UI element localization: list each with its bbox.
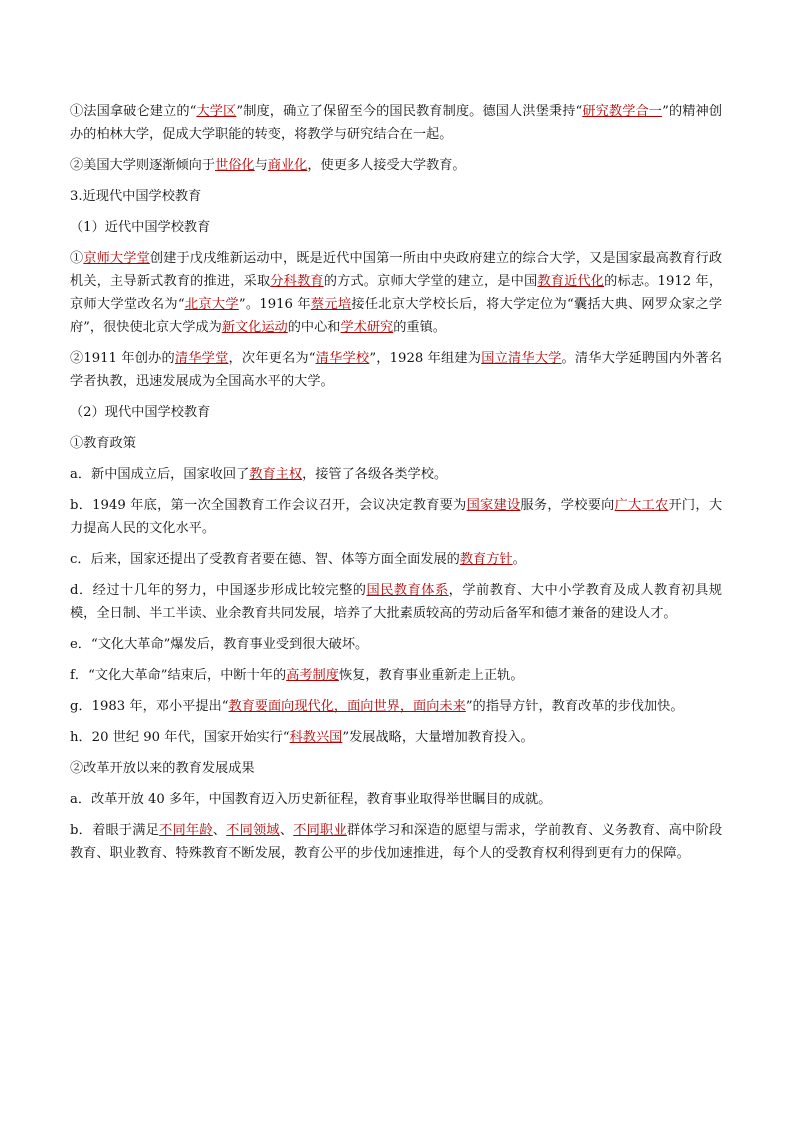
- text-run: a．新中国成立后，国家收回了: [70, 467, 250, 482]
- text-run: 的重镇。: [393, 320, 446, 335]
- keyword-highlight: 教育要面向现代化，面向世界，面向未来: [228, 699, 466, 714]
- text-run: ①: [70, 251, 84, 266]
- keyword-highlight: 世俗化: [215, 158, 255, 173]
- keyword-highlight: 广大工农: [614, 498, 669, 513]
- text-run: 与: [254, 158, 268, 173]
- text-run: ，接管了各级各类学校。: [302, 467, 448, 482]
- keyword-highlight: 国民教育体系: [366, 583, 449, 598]
- keyword-highlight: 高考制度: [286, 668, 339, 683]
- text-run: ①法国拿破仑建立的“: [70, 104, 197, 119]
- keyword-highlight: 不同职业: [293, 823, 347, 838]
- text-run: a．改革开放 40 多年，中国教育迈入历史新征程，教育事业取得举世瞩目的成就。: [70, 792, 552, 807]
- para-b: [70, 494, 722, 540]
- keyword-highlight: 国立清华大学: [481, 351, 562, 366]
- para-g: [70, 695, 722, 718]
- para-c: [70, 548, 722, 571]
- para-reform-a: [70, 788, 722, 811]
- text-run: d．经过十几年的努力，中国逐步形成比较完整的: [70, 583, 367, 598]
- para-d: [70, 579, 722, 625]
- text-run: ②改革开放以来的教育发展成果: [70, 761, 255, 776]
- keyword-highlight: 京师大学堂: [83, 251, 150, 266]
- document-page: [70, 100, 722, 873]
- para-usa: [70, 154, 722, 177]
- text-run: ②美国大学则逐渐倾向于: [70, 158, 216, 173]
- para-tsinghua: [70, 347, 722, 393]
- para-f: [70, 664, 722, 687]
- para-e: [70, 633, 722, 656]
- keyword-highlight: 商业化: [267, 158, 308, 173]
- text-run: ，使更多人接受大学教育。: [307, 158, 466, 173]
- heading-3: [70, 185, 722, 208]
- text-run: 的方式。京师大学堂的建立，是中国: [323, 274, 538, 289]
- text-run: e．“文化大革命”爆发后，教育事业受到很大破坏。: [70, 637, 369, 652]
- text-run: ”的精神创办的柏林大学，促成大学职能的转变，将教学与研究结合在一起。: [70, 104, 723, 142]
- keyword-highlight: 国家建设: [466, 498, 521, 513]
- text-run: ”。1916 年: [238, 297, 311, 312]
- keyword-highlight: 分科教育: [270, 274, 324, 289]
- heading-reform: [70, 757, 722, 780]
- para-jingshi: [70, 247, 722, 339]
- keyword-highlight: 学术研究: [340, 320, 394, 335]
- keyword-highlight: 大学区: [196, 104, 237, 119]
- text-run: ”的指导方针，教育改革的步伐加快。: [465, 699, 684, 714]
- keyword-highlight: 研究教学合一: [582, 104, 663, 119]
- text-run: （1）近代中国学校教育: [70, 220, 211, 235]
- text-run: h．20 世纪 90 年代，国家开始实行“: [70, 730, 290, 745]
- text-run: 3.近现代中国学校教育: [70, 189, 202, 204]
- text-run: 开门，大力提高人民的文化水平。: [70, 498, 723, 536]
- keyword-highlight: 科教兴国: [289, 730, 343, 745]
- text-run: b．着眼于满足: [70, 823, 160, 838]
- heading-3-1: [70, 216, 722, 239]
- text-run: c．后来，国家还提出了受教育者要在德、智、体等方面全面发展的: [70, 552, 460, 567]
- text-run: b．1949 年底，第一次全国教育工作会议召开，会议决定教育要为: [70, 498, 467, 513]
- text-run: （2）现代中国学校教育: [70, 405, 211, 420]
- text-run: g．1983 年，邓小平提出“: [70, 699, 229, 714]
- text-run: ①教育政策: [70, 436, 136, 451]
- para-a: [70, 463, 722, 486]
- para-reform-b: [70, 819, 722, 865]
- text-run: 的中心和: [287, 320, 341, 335]
- keyword-highlight: 新文化运动: [221, 320, 288, 335]
- keyword-highlight: 清华学堂: [174, 351, 229, 366]
- text-run: 。清华大学延聘国内外著名学者执教，迅速发展成为全国高水平的大学。: [70, 351, 723, 389]
- para-france-germany: [70, 100, 722, 146]
- keyword-highlight: 蔡元培: [310, 297, 352, 312]
- text-run: 、: [212, 823, 227, 838]
- text-run: ②1911 年创办的: [70, 351, 175, 366]
- para-h: [70, 726, 722, 749]
- keyword-highlight: 教育主权: [249, 467, 303, 482]
- keyword-highlight: 北京大学: [184, 297, 239, 312]
- text-run: 。: [512, 552, 526, 567]
- keyword-highlight: 不同领域: [226, 823, 280, 838]
- heading-3-2: [70, 401, 722, 424]
- text-run: 的标志。1912 年，京师大学堂改名为“: [70, 274, 723, 312]
- text-run: 群体学习和深造的愿望与需求，学前教育、义务教育、高中阶段教育、职业教育、特殊教育不断发展，教育公平的步伐加速推进，每个人的受教育权利得到更有力的保障。: [70, 823, 723, 861]
- text-run: 恢复，教育事业重新走上正轨。: [338, 668, 524, 683]
- keyword-highlight: 教育近代化: [537, 274, 605, 289]
- text-run: 服务，学校要向: [520, 498, 615, 513]
- text-run: 、: [279, 823, 294, 838]
- text-run: f．“文化大革命”结束后，中断十年的: [70, 668, 287, 683]
- keyword-highlight: 教育方针: [459, 552, 513, 567]
- text-run: ”制度，确立了保留至今的国民教育制度。德国人洪堡秉持“: [236, 104, 583, 119]
- text-run: ”发展战略，大量增加教育投入。: [342, 730, 534, 745]
- text-run: ，次年更名为“: [228, 351, 316, 366]
- text-run: 创建于戊戌维新运动中，既是近代中国第一所由中央政府建立的综合大学，又是国家最高教育行政机关，主导新式教育的推进，采取: [70, 251, 723, 289]
- text-run: 接任北京大学校长后，将大学定位为“囊括大典、网罗众家之学府”，很快使北京大学成为: [70, 297, 723, 335]
- keyword-highlight: 清华学校: [315, 351, 370, 366]
- text-run: ”，1928 年组建为: [369, 351, 482, 366]
- keyword-highlight: 不同年龄: [159, 823, 213, 838]
- heading-policy: [70, 432, 722, 455]
- text-run: ，学前教育、大中小学教育及成人教育初具规模，全日制、半工半读、业余教育共同发展，培养了大批素质较高的劳动后备军和德才兼备的建设人才。: [70, 583, 722, 621]
